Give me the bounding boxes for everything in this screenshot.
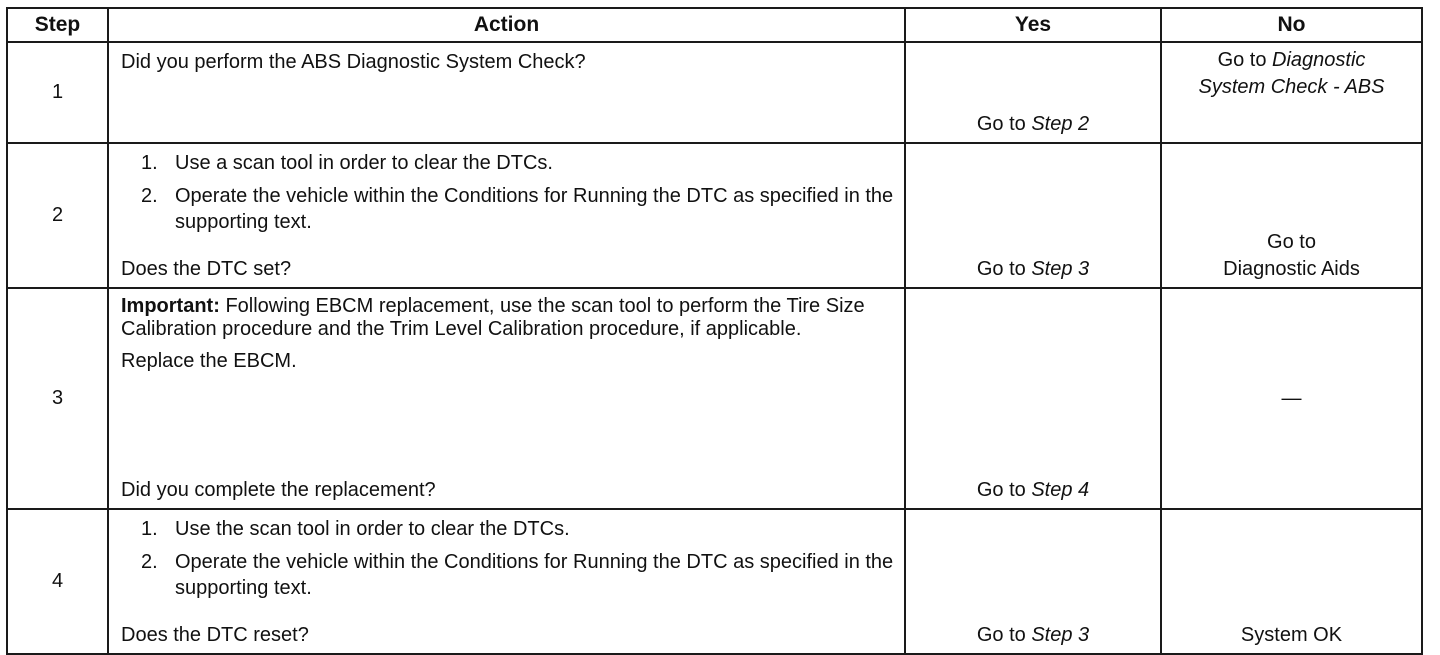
yes-prefix: Go to bbox=[976, 479, 1026, 501]
diagnostic-table bbox=[6, 7, 1423, 655]
important-note bbox=[121, 295, 894, 341]
list-item bbox=[121, 516, 894, 542]
yes-prefix: Go to bbox=[976, 624, 1026, 646]
action-cell bbox=[108, 509, 905, 654]
no-link-line2[interactable]: System Check - ABS bbox=[1198, 76, 1385, 98]
yes-step-link[interactable]: Step 2 bbox=[1031, 113, 1090, 135]
list-item bbox=[121, 150, 894, 176]
header-step: Step bbox=[7, 8, 108, 42]
action-cell bbox=[108, 42, 905, 143]
no-prefix: Go to bbox=[1267, 231, 1316, 253]
step-number: 3 bbox=[7, 288, 108, 509]
yes-cell bbox=[905, 143, 1161, 288]
step-number: 2 bbox=[7, 143, 108, 288]
table-row bbox=[7, 288, 1422, 509]
list-item bbox=[121, 183, 894, 235]
list-text: Operate the vehicle within the Conditions for Running the DTC as specified in the supporting text. bbox=[175, 551, 894, 599]
list-number: 2. bbox=[141, 551, 158, 573]
no-cell bbox=[1161, 42, 1422, 143]
table-row bbox=[7, 509, 1422, 654]
list-number: 1. bbox=[141, 152, 158, 174]
action-cell bbox=[108, 288, 905, 509]
list-item bbox=[121, 549, 894, 601]
yes-cell bbox=[905, 288, 1161, 509]
table-row bbox=[7, 143, 1422, 288]
yes-step-link[interactable]: Step 3 bbox=[1031, 258, 1090, 280]
question-text: Does the DTC set? bbox=[121, 258, 292, 280]
no-dash: — bbox=[1281, 387, 1302, 409]
yes-step-link[interactable]: Step 4 bbox=[1031, 479, 1090, 501]
important-label: Important: bbox=[121, 295, 220, 317]
important-text: Following EBCM replacement, use the scan tool to perform the Tire Size Calibration procedure and the Trim Level Calibration procedure, if applicable. bbox=[121, 295, 865, 340]
list-text: Use the scan tool in order to clear the DTCs. bbox=[175, 518, 570, 540]
header-row bbox=[7, 8, 1422, 42]
list-text: Use a scan tool in order to clear the DTCs. bbox=[175, 152, 553, 174]
list-number: 2. bbox=[141, 185, 158, 207]
action-cell bbox=[108, 143, 905, 288]
no-prefix: Go to bbox=[1217, 49, 1267, 71]
question-text: Did you complete the replacement? bbox=[121, 479, 436, 501]
action-text: Did you perform the ABS Diagnostic System Check? bbox=[121, 51, 586, 73]
no-cell bbox=[1161, 509, 1422, 654]
yes-prefix: Go to bbox=[976, 113, 1026, 135]
header-no: No bbox=[1161, 8, 1422, 42]
question-text: Does the DTC reset? bbox=[121, 624, 309, 646]
instruction-text: Replace the EBCM. bbox=[121, 350, 297, 372]
no-link-line1[interactable]: Diagnostic bbox=[1272, 49, 1366, 71]
header-action: Action bbox=[108, 8, 905, 42]
step-number: 4 bbox=[7, 509, 108, 654]
yes-cell bbox=[905, 42, 1161, 143]
yes-prefix: Go to bbox=[976, 258, 1026, 280]
yes-step-link[interactable]: Step 3 bbox=[1031, 624, 1090, 646]
no-link[interactable]: Diagnostic Aids bbox=[1223, 258, 1360, 280]
table-row bbox=[7, 42, 1422, 143]
header-yes: Yes bbox=[905, 8, 1161, 42]
list-number: 1. bbox=[141, 518, 158, 540]
no-cell bbox=[1161, 288, 1422, 509]
step-number: 1 bbox=[7, 42, 108, 143]
list-text: Operate the vehicle within the Conditions for Running the DTC as specified in the supporting text. bbox=[175, 185, 894, 233]
yes-cell bbox=[905, 509, 1161, 654]
no-cell bbox=[1161, 143, 1422, 288]
no-result: System OK bbox=[1240, 624, 1343, 646]
